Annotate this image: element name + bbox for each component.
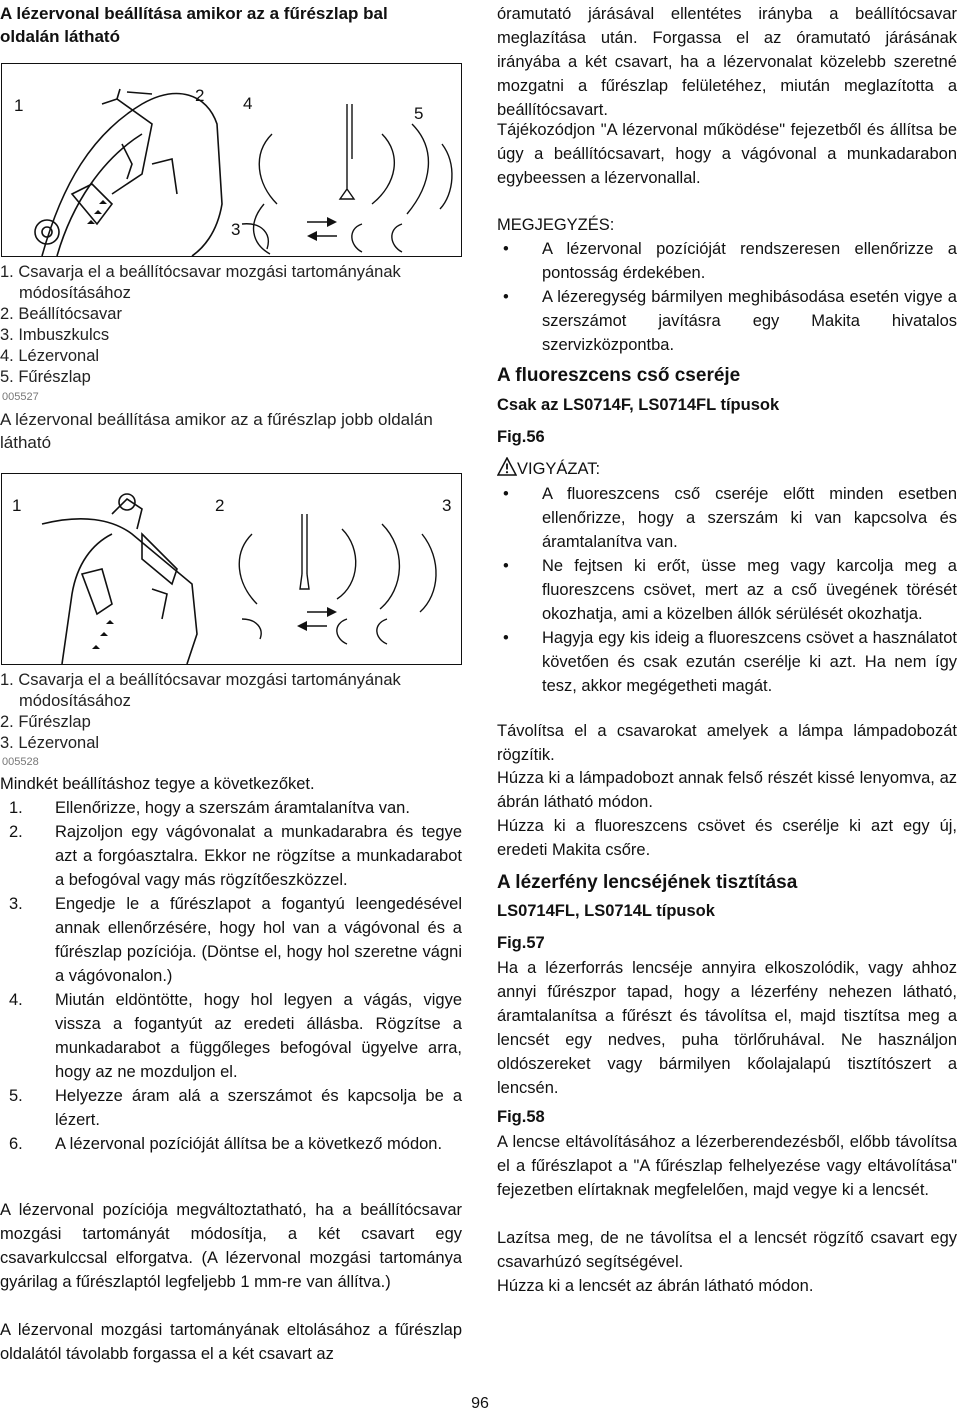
- paragraph: Lazítsa meg, de ne távolítsa el a lencsét rögzítő csavart egy csavarhúzó segítségével.: [497, 1229, 957, 1271]
- caution-text: A fluoreszcens cső cseréje előtt minden esetben ellenőrizze, hogy a szerszám ki van kapcsolva és áramtalanítva van.: [542, 485, 957, 551]
- legend-item: 2. Beállítócsavar: [0, 305, 122, 323]
- paragraph: Húzza ki a lámpadobozt annak felső részét kissé lenyomva, az ábrán látható módon.: [497, 769, 957, 811]
- note-heading: MEGJEGYZÉS:: [497, 216, 615, 234]
- steps-list: [0, 796, 462, 1156]
- callout-1: 1: [14, 96, 24, 115]
- step-number: 5.: [9, 1087, 23, 1105]
- shift-paragraph: A lézervonal mozgási tartományának eltolásához a fűrészlap oldalától távolabb forgassa el a két csavart az: [0, 1321, 462, 1363]
- fig2-legend: [0, 670, 401, 754]
- step-number: 1.: [9, 799, 23, 817]
- legend-item: módosításához: [19, 692, 131, 710]
- legend-item: 5. Fűrészlap: [0, 368, 91, 386]
- legend-item: 2. Fűrészlap: [0, 713, 91, 731]
- legend-item: 1. Csavarja el a beállítócsavar mozgási tartományának: [0, 671, 401, 689]
- figure-right-blade: [1, 473, 462, 665]
- section-subtitle: LS0714FL, LS0714L típusok: [497, 902, 715, 920]
- caution-item: • Ne fejtsen ki erőt, üsse meg vagy karcolja meg a fluoreszcens csövet, mert az a cső üvegének törését okozhatja, ami a közelben állók sérülését okozhatja.: [503, 557, 957, 623]
- warning-icon: [497, 457, 517, 476]
- step-number: 3.: [9, 895, 23, 913]
- paragraph: Húzza ki a lencsét az ábrán látható módon.: [497, 1277, 814, 1295]
- caution-item: • A fluoreszcens cső cseréje előtt minden esetben ellenőrizze, hogy a szerszám ki van kapcsolva és áramtalanítva van.: [503, 485, 957, 551]
- caution-text: Hagyja egy kis ideig a fluoreszcens csövet a használatot követően és csak ezután cserélje ki azt. Ha nem így tesz, akkor megégetheti magát.: [542, 629, 957, 695]
- legend-item: 3. Imbuszkulcs: [0, 326, 110, 344]
- section-subtitle: Csak az LS0714F, LS0714FL típusok: [497, 396, 780, 414]
- figure-ref: Fig.57: [497, 934, 545, 952]
- step-text: Miután eldöntötte, hogy hol legyen a vágás, vigye vissza a fogantyút az eredeti állásba. Rögzítse a munkadarabot a függőleges befogóval ügyelve arra, hogy az ne mozduljon el.: [55, 991, 462, 1081]
- paragraph: Ha a lézerforrás lencséje annyira elkoszolódik, vagy ahhoz annyi fűrészpor tapad, hogy a lézerfény nehezen látható, áramtalanítsa a fűrészt és távolítsa el, majd tisztítsa meg a lencsét egy nedves, puha törlőruhával. Ne használjon oldószereket vagy bármilyen kőolajalapú tisztítószert a lencsén.: [497, 959, 957, 1097]
- caution-heading: [497, 457, 600, 481]
- intro-text: Mindkét beállításhoz tegye a következőket.: [0, 775, 315, 793]
- saw-illustration-right: [2, 474, 461, 664]
- legend-item: 1. Csavarja el a beállítócsavar mozgási tartományának: [0, 263, 401, 281]
- step-number: 2.: [9, 823, 23, 841]
- caution-label: VIGYÁZAT:: [517, 460, 601, 478]
- orientation-text: Tájékozódjon "A lézervonal működése" fejezetből és állítsa be úgy a beállítócsavart, hogy a vágóvonal a munkadarabon egybeessen a lézervonallal.: [497, 121, 957, 187]
- fig2-code: 005528: [2, 756, 39, 768]
- step-number: 6.: [9, 1135, 23, 1153]
- callout-2: 2: [215, 496, 225, 515]
- section-title: A lézerfény lencséjének tisztítása: [497, 872, 798, 893]
- paragraph: Húzza ki a fluoreszcens csövet és cserélje ki azt egy új, eredeti Makita csőre.: [497, 817, 957, 859]
- fig1-legend: [0, 262, 401, 388]
- step-item: [0, 820, 462, 892]
- figure-left-blade: [1, 63, 462, 257]
- step-text: Ellenőrizze, hogy a szerszám áramtalanítva van.: [55, 799, 410, 817]
- page-number: 96: [471, 1395, 489, 1412]
- note-item: • A lézeregység bármilyen meghibásodása esetén vigye a szerszámot javításra egy Makita hivatalos szervizközpontba.: [503, 288, 957, 354]
- callout-5: 5: [414, 104, 424, 123]
- paragraph: A lencse eltávolításához a lézerberendezésből, előbb távolítsa el a fűrészlapot a "A fűrészlap felhelyezése vagy eltávolítása" fejezetben elírtaknak megfelelően, majd vegye ki a lencsét.: [497, 1133, 957, 1199]
- step-text: Engedje le a fűrészlapot a fogantyú leengedésével annak ellenőrzésére, hogy hol van a vágóvonal és a fűrészlap pozíciója. (Döntse el, hogy hol szeretne vágni a vágóvonalon.): [55, 895, 462, 985]
- figure-ref: Fig.56: [497, 428, 545, 446]
- legend-item: módosításához: [19, 284, 131, 302]
- step-item: [0, 1084, 462, 1132]
- section-title: A fluoreszcens cső cseréje: [497, 365, 741, 386]
- range-paragraph: A lézervonal pozíciója megváltoztatható, ha a beállítócsavar mozgási tartományát módosítja, a két csavart egy csavarkulccsal elforgatva. (A lézervonal mozgási tartománya gyárilag a fűrészlaptól legfeljebb 1 mm-re van állítva.): [0, 1201, 462, 1291]
- caution-item: • Hagyja egy kis ideig a fluoreszcens csövet a használatot követően és csak ezután cserélje ki azt. Ha nem így tesz, akkor megégetheti magát.: [503, 629, 957, 695]
- step-item: [0, 1132, 462, 1156]
- legend-item: 3. Lézervonal: [0, 734, 100, 752]
- note-text: A lézeregység bármilyen meghibásodása esetén vigye a szerszámot javításra egy Makita hivatalos szervizközpontba.: [542, 288, 957, 354]
- step-item: [0, 892, 462, 988]
- step-number: 4.: [9, 991, 23, 1009]
- fig1-title: A lézervonal beállítása amikor az a fűrészlap bal oldalán látható: [0, 4, 388, 46]
- callout-2: 2: [195, 86, 205, 105]
- callout-3: 3: [442, 496, 452, 515]
- note-text: A lézervonal pozícióját rendszeresen ellenőrizze a pontosság érdekében.: [542, 240, 957, 282]
- step-item: [0, 796, 462, 820]
- step-text: Helyezze áram alá a szerszámot és kapcsolja be a lézert.: [55, 1087, 462, 1129]
- caution-list: [497, 482, 957, 698]
- callout-1: 1: [12, 496, 22, 515]
- figure-ref: Fig.58: [497, 1108, 545, 1126]
- continued-text: óramutató járásával ellentétes irányba a beállítócsavar meglazítása után. Forgassa el az óramutató járásának irányába a két csavart, ha a lézervonalat közelebb szeretné mozgatni a fűrészlap felületéhez, miután meglazította a beállítócsavart.: [497, 5, 957, 119]
- fig1-code: 005527: [2, 391, 39, 403]
- notes-list: [497, 237, 957, 357]
- caution-text: Ne fejtsen ki erőt, üsse meg vagy karcolja meg a fluoreszcens csövet, mert az a cső üvegének törését okozhatja, ami a közelben állók sérülését okozhatja.: [542, 557, 957, 623]
- step-item: [0, 988, 462, 1084]
- step-text: Rajzoljon egy vágóvonalat a munkadarabra és tegye azt a forgóasztalra. Ekkor ne rögzítse a munkadarabot a befogóval vagy más rögzítőeszközzel.: [55, 823, 462, 889]
- callout-3: 3: [231, 220, 241, 239]
- paragraph: Távolítsa el a csavarokat amelyek a lámpa lámpadobozát rögzítik.: [497, 722, 957, 764]
- fig2-title: A lézervonal beállítása amikor az a fűrészlap jobb oldalán látható: [0, 410, 433, 452]
- legend-item: 4. Lézervonal: [0, 347, 100, 365]
- callout-4: 4: [243, 94, 253, 113]
- note-item: • A lézervonal pozícióját rendszeresen ellenőrizze a pontosság érdekében.: [503, 240, 957, 282]
- step-text: A lézervonal pozícióját állítsa be a következő módon.: [55, 1135, 443, 1153]
